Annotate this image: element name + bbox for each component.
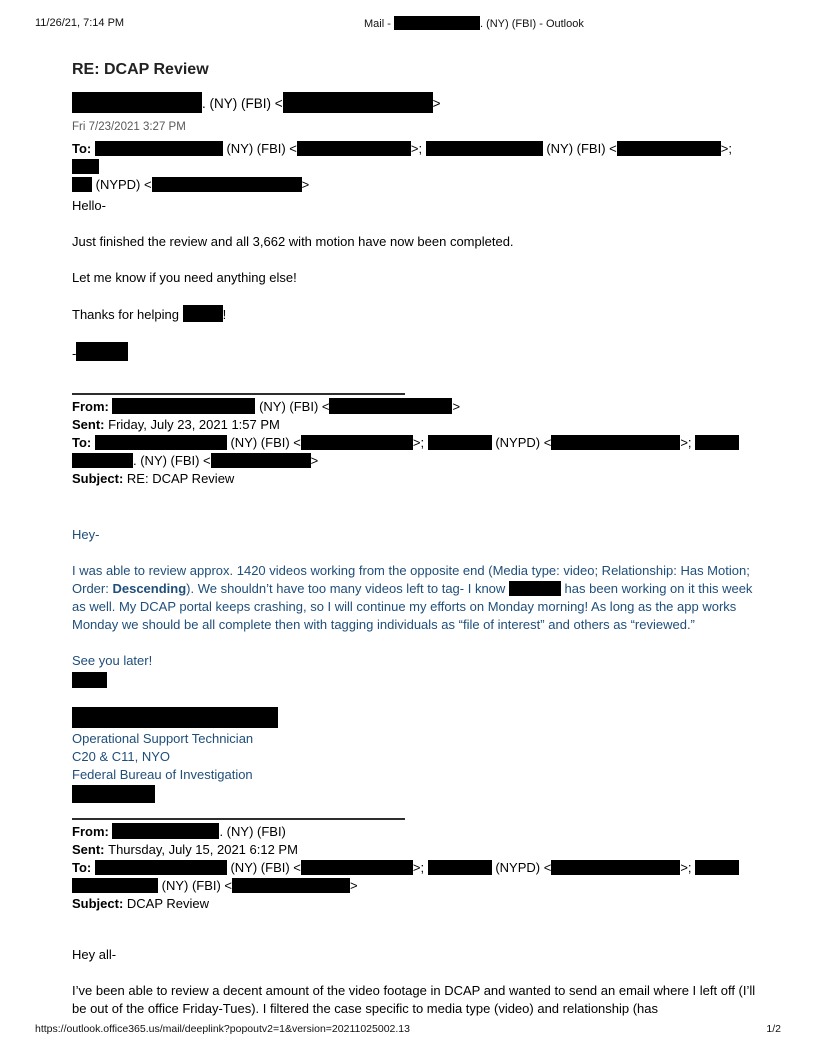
redaction-bar (695, 860, 739, 875)
redaction-bar (551, 435, 680, 450)
redaction-bar (76, 342, 128, 361)
text-run: . (NY) (FBI) - Outlook (479, 18, 584, 30)
signature-unit: C20 & C11, NYO (72, 749, 171, 764)
redaction-bar (95, 435, 227, 450)
text-run: Friday, July 23, 2021 1:57 PM (108, 417, 280, 432)
redaction-bar (72, 785, 155, 803)
quoted-body-paragraph (72, 562, 760, 634)
body-paragraph (72, 305, 760, 324)
text-run: has been working on it this week as well. My DCAP portal keeps crashing, so I will continue my efforts on Monday morning! As long as the app works Monday we should be all complete then with tagging individuals as “file of interest” and others as “reviewed.” (72, 581, 753, 632)
quoted-message-divider (72, 393, 405, 395)
print-title (364, 16, 584, 31)
text-run: Subject: (72, 896, 127, 911)
redaction-bar (297, 141, 411, 156)
text-run: . (NY) (FBI) (219, 824, 286, 839)
signature-redaction-line (72, 785, 760, 805)
page-number: 1/2 (766, 1023, 781, 1035)
text-run: DCAP Review (126, 896, 210, 911)
signature-title: Operational Support Technician (72, 731, 254, 746)
redaction-bar (301, 860, 413, 875)
text-run: Let me know if you need anything else! (72, 270, 297, 285)
text-run: Mail - (364, 18, 394, 30)
body-paragraph (72, 269, 760, 287)
text-run: (NY) (FBI) < (222, 141, 297, 156)
text-run: Thursday, July 15, 2021 6:12 PM (108, 842, 298, 857)
text-run: >; (680, 860, 696, 875)
redaction-bar (426, 141, 543, 156)
to-recipients-line (72, 140, 760, 194)
text-run: >; (410, 141, 426, 156)
text-run: Just finished the review and all 3,662 with motion have now been completed. (72, 234, 514, 249)
text-run: RE: DCAP Review (126, 471, 235, 486)
redaction-bar (283, 92, 433, 113)
redaction-bar (211, 453, 311, 468)
text-run: (NYPD) < (491, 435, 552, 450)
redaction-bar (72, 453, 133, 468)
redaction-bar (428, 860, 492, 875)
redaction-bar (152, 177, 302, 192)
footer-url: https://outlook.office365.us/mail/deeplink?popoutv2=1&version=20211025002.13 (35, 1023, 410, 1035)
print-datetime: 11/26/21, 7:14 PM (35, 17, 125, 29)
text-run: > (301, 177, 310, 192)
redaction-bar (509, 581, 561, 596)
quoted-body-paragraph (72, 946, 760, 964)
text-run: To: (72, 141, 95, 156)
quoted-body-paragraph (72, 982, 760, 1018)
sender-line (72, 92, 760, 115)
quoted-subject-line (72, 895, 760, 913)
text-run: ). We shouldn’t have too many videos left to tag- I know (186, 581, 509, 596)
text-run: Hello- (72, 198, 106, 213)
text-run: . (NY) (FBI) < (202, 96, 283, 111)
quoted-sent-line (72, 841, 760, 859)
text-run: >; (720, 141, 732, 156)
body-paragraph (72, 233, 760, 251)
redaction-bar (551, 860, 680, 875)
email-subject: RE: DCAP Review (72, 61, 209, 78)
redaction-bar (95, 141, 223, 156)
text-run: To: (72, 860, 95, 875)
text-run: Descending (112, 581, 187, 596)
redaction-bar (72, 672, 107, 688)
text-run: To: (72, 435, 95, 450)
text-run: See you later! (72, 653, 153, 668)
text-run: Sent: (72, 417, 109, 432)
text-run: > (350, 878, 358, 893)
quoted-to-line (72, 434, 760, 470)
text-run: (NY) (FBI) < (158, 878, 233, 893)
redaction-bar (112, 398, 255, 414)
quoted-sent-line (72, 416, 760, 434)
text-run: I was able to review approx. 1420 videos working from the opposite end (Media type: video; Relationship: Has Motion; Order: (72, 563, 750, 596)
body-signature-paragraph (72, 342, 760, 363)
redaction-bar (72, 92, 202, 113)
redaction-bar (72, 159, 99, 174)
redaction-bar (72, 177, 92, 192)
redaction-bar (95, 860, 227, 875)
signature-redaction-line (72, 707, 760, 730)
text-run: From: (72, 824, 113, 839)
quoted-body-paragraph (72, 526, 760, 544)
quoted-message-divider (72, 818, 405, 820)
text-run: Sent: (72, 842, 109, 857)
signature-agency: Federal Bureau of Investigation (72, 767, 253, 782)
text-run: I’ve been able to review a decent amount of the video footage in DCAP and wanted to send an email where I left off (I’ll be out of the office Friday-Tues). I filtered the case specific to media type (video) and relationship (has (72, 983, 756, 1016)
text-run: > (432, 96, 441, 111)
text-run: (NY) (FBI) < (255, 399, 330, 414)
text-run: Subject: (72, 471, 127, 486)
redaction-bar (617, 141, 721, 156)
redaction-bar (329, 398, 452, 414)
text-run: >; (680, 435, 696, 450)
text-run: Thanks for helping (72, 307, 183, 322)
text-run: Hey- (72, 527, 100, 542)
quoted-subject-line (72, 470, 760, 488)
text-run: >; (412, 435, 428, 450)
print-footer (35, 1023, 781, 1036)
sent-timestamp: Fri 7/23/2021 3:27 PM (72, 121, 186, 133)
text-run: From: (72, 399, 113, 414)
text-run: ! (222, 307, 227, 322)
redaction-bar (183, 305, 223, 322)
body-paragraph (72, 197, 760, 215)
redaction-bar (695, 435, 739, 450)
quoted-from-line (72, 823, 760, 841)
text-run: Hey all- (72, 947, 117, 962)
text-run: (NY) (FBI) < (226, 435, 301, 450)
quoted-to-line (72, 859, 760, 895)
text-run: . (NY) (FBI) < (133, 453, 211, 468)
redaction-bar (112, 823, 219, 839)
signature-redaction-line (72, 672, 760, 690)
text-run: > (310, 453, 319, 468)
redaction-bar (232, 878, 350, 893)
text-run: (NY) (FBI) < (226, 860, 301, 875)
quoted-from-line (72, 398, 760, 416)
text-run: (NYPD) < (92, 177, 152, 192)
redaction-bar (428, 435, 492, 450)
redaction-bar (394, 16, 480, 30)
text-run: - (72, 346, 77, 361)
redaction-bar (301, 435, 413, 450)
print-header (35, 16, 781, 30)
text-run: >; (412, 860, 428, 875)
text-run: (NY) (FBI) < (542, 141, 617, 156)
quoted-body-paragraph (72, 652, 760, 670)
text-run: > (452, 399, 461, 414)
redaction-bar (72, 878, 158, 893)
text-run: (NYPD) < (491, 860, 552, 875)
redaction-bar (72, 707, 278, 728)
